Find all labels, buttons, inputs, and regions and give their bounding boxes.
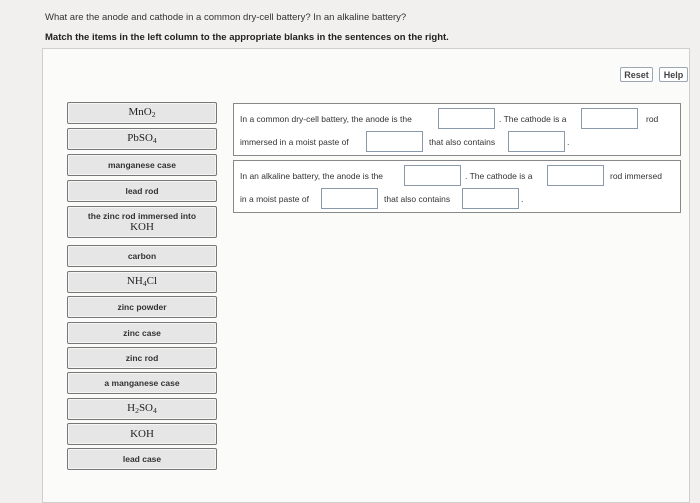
instruction-text: Match the items in the left column to the appropriate blanks in the sentences on the right. <box>45 32 449 43</box>
sentence-period: . <box>567 137 570 147</box>
tile-h2so4[interactable] <box>67 398 217 420</box>
tile-zinc-rod-into-koh[interactable] <box>67 206 217 238</box>
sentence-period: . <box>521 194 524 204</box>
tile-label: KOH <box>130 427 154 440</box>
sentence-text: rod <box>646 114 659 124</box>
reset-button[interactable]: Reset <box>620 67 653 82</box>
tile-label: PbSO$_4$ <box>127 131 157 145</box>
blank-alkaline-paste[interactable] <box>321 188 378 209</box>
tile-label: MnO$_2$ <box>128 105 156 119</box>
tile-carbon[interactable] <box>67 245 217 267</box>
sentence-text: immersed in a moist paste of <box>240 137 349 147</box>
tile-label-line2: KOH <box>130 221 154 233</box>
tile-label: manganese case <box>107 159 177 170</box>
sentence-text: . The cathode is a <box>465 171 533 181</box>
tile-lead-case[interactable] <box>67 448 217 470</box>
blank-dry-cell-anode[interactable] <box>438 108 495 129</box>
sentence-text: in a moist paste of <box>240 194 309 204</box>
tile-label: lead case <box>122 453 162 464</box>
sentence-text: that also contains <box>429 137 496 147</box>
blank-dry-cell-contains[interactable] <box>508 131 565 152</box>
blank-alkaline-contains[interactable] <box>462 188 519 209</box>
tile-mno2[interactable] <box>67 102 217 124</box>
tile-label: carbon <box>127 250 157 261</box>
tile-lead-rod[interactable] <box>67 180 217 202</box>
tile-zinc-case[interactable] <box>67 322 217 344</box>
sentence-dry-cell <box>233 103 681 156</box>
tile-a-manganese-case[interactable] <box>67 372 217 394</box>
blank-alkaline-anode[interactable] <box>404 165 461 186</box>
sentence-text: rod immersed <box>610 171 662 181</box>
tile-nh4cl[interactable] <box>67 271 217 293</box>
sentence-text: . The cathode is a <box>499 114 567 124</box>
blank-alkaline-cathode[interactable] <box>547 165 604 186</box>
tile-label: $H_2SO_4$ <box>127 401 157 415</box>
tile-label: zinc rod <box>125 352 159 363</box>
blank-dry-cell-paste[interactable] <box>366 131 423 152</box>
tile-zinc-rod[interactable] <box>67 347 217 369</box>
tile-label: the zinc rod immersed into <box>87 211 197 221</box>
tile-label: zinc case <box>123 327 161 338</box>
tile-pbso4[interactable] <box>67 128 217 150</box>
tile-label: $NH_4Cl$ <box>126 274 158 288</box>
sentence-text: that also contains <box>384 194 451 204</box>
tile-manganese-case[interactable] <box>67 154 217 176</box>
tile-zinc-powder[interactable] <box>67 296 217 318</box>
sentence-alkaline <box>233 160 681 213</box>
sentence-text: In an alkaline battery, the anode is the <box>240 171 384 181</box>
sentence-text: In a common dry-cell battery, the anode is the <box>240 114 412 124</box>
tile-koh[interactable] <box>67 423 217 445</box>
help-button[interactable]: Help <box>659 67 688 82</box>
blank-dry-cell-cathode[interactable] <box>581 108 638 129</box>
tile-label: a manganese case <box>104 377 180 388</box>
question-text: What are the anode and cathode in a common dry-cell battery? In an alkaline battery? <box>45 12 407 23</box>
tile-label: lead rod <box>125 185 159 196</box>
tile-label: zinc powder <box>117 301 167 312</box>
